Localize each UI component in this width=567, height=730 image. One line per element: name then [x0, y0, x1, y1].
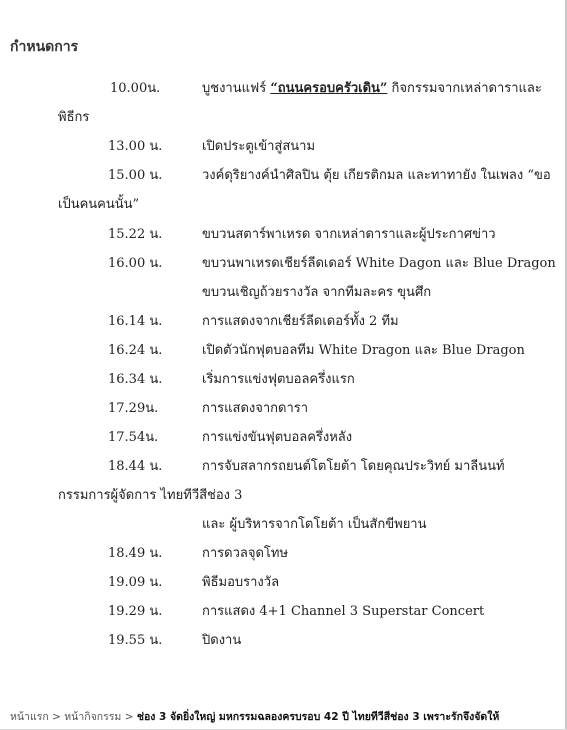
- breadcrumb: [10, 708, 499, 725]
- schedule-time: 15.22 น.: [108, 227, 163, 242]
- schedule-item: วงค์ดุริยางค์นำศิลปิน ตุ้ย เกียรติกมล และทาทายัง ในเพลง “ขอ: [202, 168, 551, 183]
- schedule-item: การแข่งขันฟุตบอลครึ่งหลัง: [202, 430, 353, 445]
- schedule-item: เปิดตัวนักฟุตบอลทีม White Dragon และ Blue Dragon: [202, 343, 525, 358]
- schedule-time: 16.14 น.: [108, 314, 163, 329]
- breadcrumb-home-link[interactable]: หน้าแรก: [10, 711, 49, 723]
- schedule-time: 10.00น.: [110, 81, 161, 96]
- schedule-time: 19.29 น.: [108, 604, 163, 619]
- schedule-item: การแสดง 4+1 Channel 3 Superstar Concert: [202, 604, 485, 619]
- schedule-time: 18.49 น.: [108, 546, 163, 561]
- schedule-heading: กำหนดการ: [10, 39, 79, 55]
- schedule-item: การดวลจุดโทษ: [202, 546, 289, 561]
- schedule-time: 16.00 น.: [108, 256, 163, 271]
- schedule-time: 16.24 น.: [108, 343, 163, 358]
- event-title: “ถนนครอบครัวเดิน”: [270, 81, 388, 96]
- breadcrumb-current-page: ช่อง 3 จัดยิ่งใหญ่ มหกรรมฉลองครบรอบ 42 ปี ไทยทีวีสีช่อง 3 เพราะรักจึงจัดให้: [136, 711, 500, 723]
- breadcrumb-separator: >: [52, 711, 61, 723]
- schedule-time: 17.29น.: [108, 401, 159, 416]
- breadcrumb-separator: >: [124, 711, 134, 723]
- breadcrumb-activities-link[interactable]: หน้ากิจกรรม: [64, 711, 122, 723]
- schedule-item: การจับสลากรถยนต์โตโยต้า โดยคุณประวิทย์ มาลีนนท์: [202, 459, 505, 474]
- schedule-item: ปิดงาน: [202, 633, 242, 648]
- schedule-item-wrap: กรรมการผู้จัดการ ไทยทีวีสีช่อง 3: [58, 488, 243, 503]
- schedule-item-wrap: พิธีกร: [58, 110, 90, 125]
- schedule-item-text: บูชงานแฟร์: [202, 81, 271, 96]
- schedule-time: 15.00 น.: [108, 168, 163, 183]
- schedule-item: การแสดงจากดารา: [202, 401, 309, 416]
- schedule-item-extra: และ ผู้บริหารจากโตโยต้า เป็นสักขีพยาน: [202, 517, 427, 532]
- schedule-time: 17.54น.: [108, 430, 159, 445]
- schedule-item: [202, 80, 542, 98]
- schedule-item-text-continued: กิจกรรมจากเหล่าดาราและ: [387, 81, 542, 96]
- schedule-item: การแสดงจากเชียร์ลีดเดอร์ทั้ง 2 ทีม: [202, 314, 399, 329]
- schedule-time: 19.09 น.: [108, 575, 163, 590]
- schedule-item: เริ่มการแข่งฟุตบอลครึ่งแรก: [202, 372, 355, 387]
- schedule-item-wrap: เป็นคนคนนั้น”: [58, 197, 140, 212]
- schedule-item-extra: ขบวนเชิญถ้วยรางวัล จากทีมละคร ขุนศึก: [202, 285, 432, 300]
- schedule-item: พิธีมอบรางวัล: [202, 575, 280, 590]
- schedule-item: ขบวนสตาร์พาเหรด จากเหล่าดาราและผู้ประกาศข่าว: [202, 227, 496, 242]
- schedule-item: ขบวนพาเหรดเชียร์ลีดเดอร์ White Dagon และ Blue Dragon: [202, 256, 556, 271]
- schedule-item: เปิดประตูเข้าสู่สนาม: [202, 139, 316, 154]
- schedule-time: 19.55 น.: [108, 633, 163, 648]
- schedule-time: 18.44 น.: [108, 459, 163, 474]
- schedule-time: 13.00 น.: [108, 139, 163, 154]
- schedule-time: 16.34 น.: [108, 372, 163, 387]
